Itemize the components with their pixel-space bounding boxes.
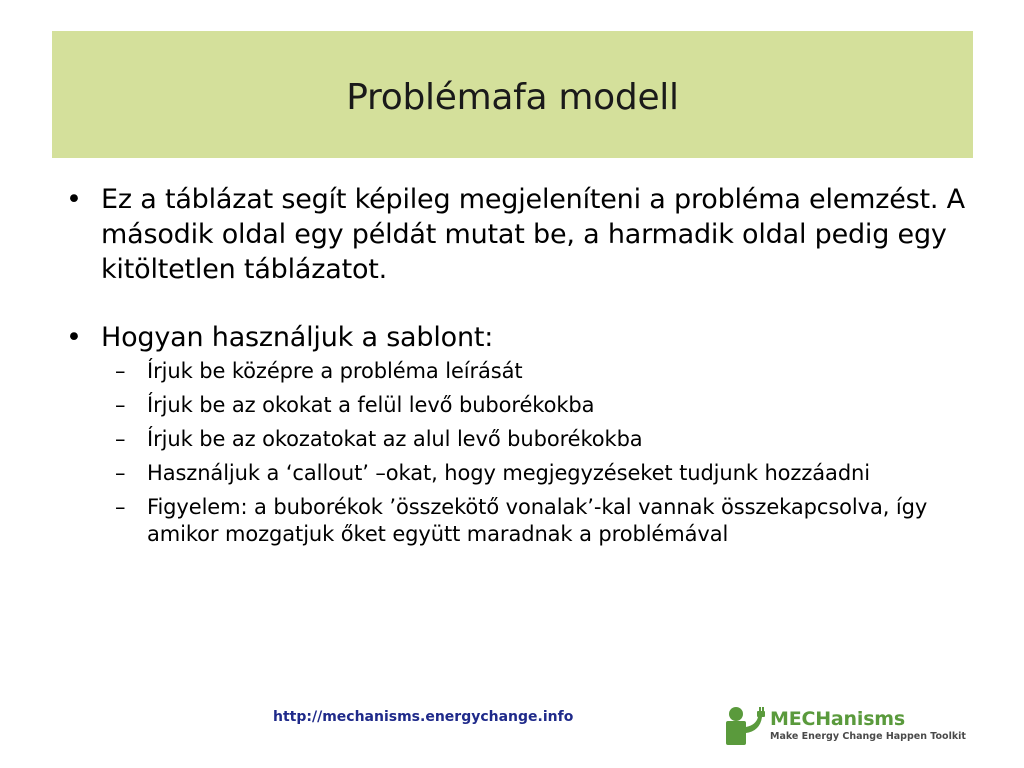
sub-bullet-item (60, 460, 970, 487)
bullet-symbol: • (66, 184, 82, 215)
sub-bullet-symbol: – (115, 427, 126, 451)
slide-body (60, 182, 970, 555)
sub-bullet-symbol: – (115, 461, 126, 485)
sub-bullet-item (60, 494, 970, 548)
plug-energy-icon (724, 703, 768, 747)
bullet-text: Hogyan használjuk a sablont: (101, 322, 494, 353)
sub-bullet-text: Használjuk a ‘callout’ –okat, hogy megjegyzéseket tudjunk hozzáadni (147, 461, 870, 485)
title-band (52, 31, 973, 158)
bullet-symbol: • (66, 322, 82, 353)
sub-bullet-symbol: – (115, 393, 126, 417)
sub-bullet-item (60, 426, 970, 453)
footer-url-link[interactable]: http://mechanisms.energychange.info (273, 709, 574, 725)
sub-bullet-symbol: – (115, 495, 126, 519)
sub-bullet-item (60, 392, 970, 419)
sub-bullet-list (60, 358, 970, 548)
logo-tagline: Make Energy Change Happen Toolkit (770, 731, 966, 742)
sub-bullet-text: Írjuk be középre a probléma leírását (147, 359, 523, 383)
mechanisms-logo (724, 703, 974, 749)
sub-bullet-text: Írjuk be az okozatokat az alul levő buborékokba (147, 427, 643, 451)
sub-bullet-item (60, 358, 970, 385)
sub-bullet-text: Figyelem: a buborékok ’összekötő vonalak’-kal vannak összekapcsolva, így amikor mozgatjuk őket együtt maradnak a problémával (147, 495, 928, 546)
bullet-text: Ez a táblázat segít képileg megjeleníteni a probléma elemzést. A második oldal egy példát mutat be, a harmadik oldal pedig egy kitöltetlen táblázatot. (101, 184, 965, 285)
bullet-item (60, 182, 970, 287)
bullet-item (60, 320, 970, 355)
sub-bullet-symbol: – (115, 359, 126, 383)
sub-bullet-text: Írjuk be az okokat a felül levő buborékokba (147, 393, 595, 417)
slide-title: Problémafa modell (346, 77, 679, 118)
logo-name: MECHanisms (770, 708, 906, 730)
